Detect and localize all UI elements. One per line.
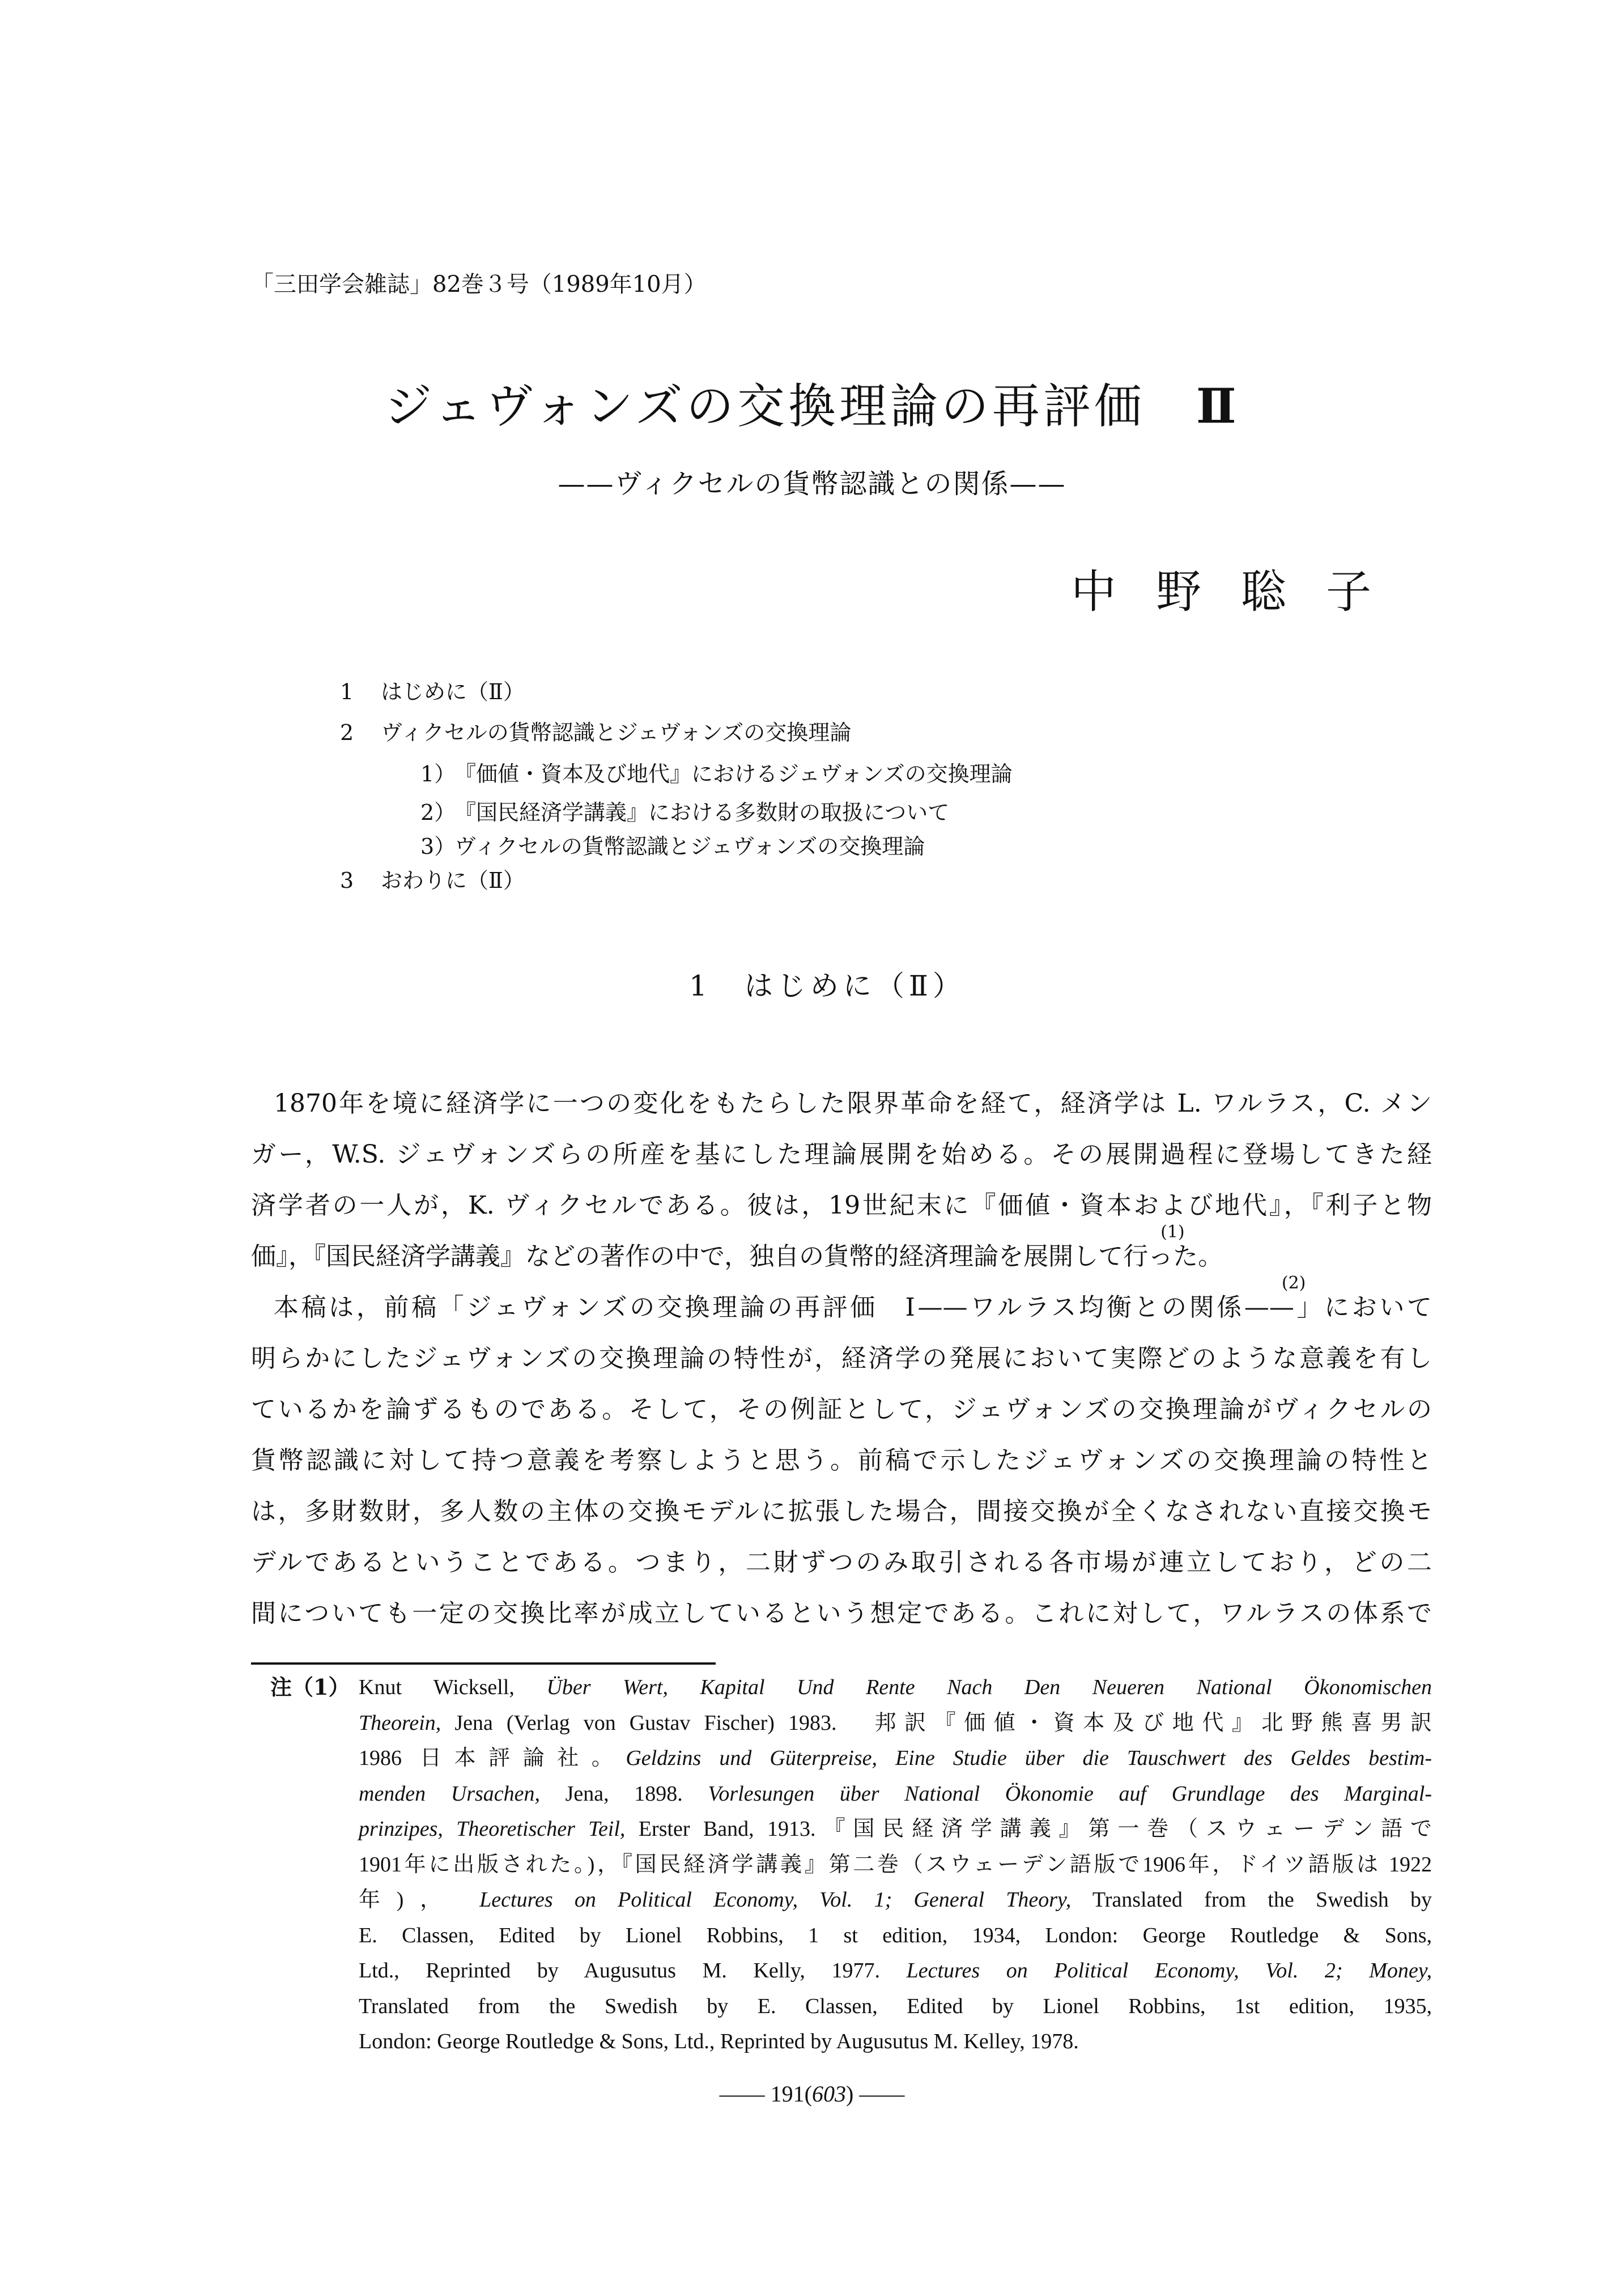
body-text-segment: デルであるということである。つまり，二財ずつのみ取引される各市場が連立しており，どの二 [251,1548,1432,1577]
body-text-segment: た。 [1173,1242,1223,1271]
footnote-segment: 年)， [359,1888,480,1912]
dash-left: —— [719,2081,765,2107]
body-line [251,1495,1432,1529]
toc-label: 『国民経済学講義』における多数財の取扱について [454,800,950,825]
footnote-segment: Vorlesungen über National Ökonomie auf Grundlage des Marginal- [708,1781,1432,1806]
toc-label: おわりに（Ⅱ） [381,868,525,893]
body-text-segment: 」において [1294,1293,1432,1322]
footnote-segment: Translated from the Swedish by E. Classen, Edited by Lionel Robbins, 1st edition, 1935, [359,1994,1432,2018]
body-text-segment: 明らかにしたジェヴォンズの交換理論の特性が，経済学の発展において実際どのような意義を有し [251,1344,1432,1373]
footnote-segment: 1986 日本評論社。 [359,1746,626,1770]
footnote-segment: E. Classen, Edited by Lionel Robbins, 1 st edition, 1934, London: George Routledge & Sons, [359,1923,1432,1947]
footnote-divider [251,1662,716,1665]
toc-item [340,715,851,746]
body-line [251,1597,1432,1631]
footnote-segment: menden Ursachen, [359,1781,541,1806]
footnote-line [359,1673,1432,1701]
footnote-label: 注（1） [270,1674,350,1700]
toc-label: ヴィクセルの貨幣認識とジェヴォンズの交換理論 [381,720,852,745]
body-line [274,1087,1432,1121]
toc-label: ヴィクセルの貨幣認識とジェヴォンズの交換理論 [454,834,925,859]
toc-label: 『価値・資本及び地代』におけるジェヴォンズの交換理論 [454,762,1013,786]
footnote-line [359,1780,1432,1808]
page-number: —— 191(603) —— [719,2081,905,2107]
toc-item [420,756,1013,788]
dash-right: —— [859,2081,905,2107]
footnote-segment: 1901年に出版された。)，『国民経済学講義』第二巻（スウェーデン語版で1906年，ドイツ語版は 1922 [359,1852,1432,1877]
page-total: 603 [812,2081,846,2107]
body-text-segment: 貨幣認識に対して持つ意義を考察しようと思う。前稿で示したジェヴォンズの交換理論の特性と [251,1446,1432,1475]
body-text-segment: 済学者の一人が，K. ヴィクセルである。彼は，19世紀末に『価値・資本および地代』，『利子と物 [251,1191,1432,1220]
footnote-segment: Theorein, [359,1711,441,1735]
footnote-line [359,2027,1432,2056]
footnote-line [359,1886,1432,1914]
footnote-line [359,1921,1432,1950]
toc-number: 2 [340,720,354,745]
footnote-line [359,1850,1432,1879]
body-line [251,1444,1432,1478]
body-text-segment: 価』，『国民経済学講義』などの著作の中で，独自の貨幣的経済理論を展開して行っ [251,1242,1174,1271]
body-text-segment: は，多財数財，多人数の主体の交換モデルに拡張した場合，間接交換が全くなされない直接交換モ [251,1497,1432,1526]
footnote-line [359,1709,1432,1737]
body-line [251,1393,1432,1427]
toc-number: 3 [340,868,354,893]
body-line [251,1138,1432,1172]
footnote-segment: Translated from the Swedish by [1071,1888,1432,1912]
footnote-segment: Über Wert, Kapital Und Rente Nach Den Neueren National Ökonomischen [546,1675,1432,1699]
toc-number: 2） [420,800,456,825]
title-text: ジェヴォンズの交換理論の再評価 [384,378,1145,434]
body-line [251,1342,1432,1376]
toc-number: 3） [420,834,456,859]
footnote-line [359,1744,1432,1772]
footnote-segment: Ltd., Reprinted by Augusutus M. Kelly, 1977. [359,1959,907,1983]
article-title [0,368,1624,437]
toc-label: はじめに（Ⅱ） [381,679,525,704]
toc-item [420,829,925,860]
title-numeral: Ⅱ [1196,378,1240,434]
toc-item [420,795,949,826]
article-subtitle: ——ヴィクセルの貨幣認識との関係—— [558,468,1066,500]
body-line: 価』，『国民経済学講義』などの著作の中で，独自の貨幣的経済理論を展開して行っ(1)た。 [251,1222,1223,1271]
body-text-segment: ているかを論ずるものである。そして，その例証として，ジェヴォンズの交換理論がヴィクセルの [251,1395,1432,1424]
body-line [251,1189,1432,1223]
footnote-segment: Erster Band, 1913.『国民経済学講義』第一巻（スウェーデン語で [625,1817,1432,1841]
footnote-segment: Lectures on Political Economy, Vol. 2; Money, [906,1959,1432,1983]
footnote-segment: prinzipes, Theoretischer Teil, [359,1817,626,1841]
footnote-segment: Geldzins und Güterpreise, Eine Studie über die Tauschwert des Geldes bestim- [626,1746,1432,1770]
journal-citation: 「三田学会雑誌」82巻３号（1989年10月） [251,271,707,297]
body-line: 本稿は，前稿「ジェヴォンズの交換理論の再評価 Ⅰ——ワルラス均衡との関係——(2)」において [274,1273,1432,1322]
toc-item [340,674,525,705]
toc-item [340,863,525,894]
body-text-segment: 1870年を境に経済学に一つの変化をもたらした限界革命を経て，経済学は L. ワルラス，C. メン [274,1089,1432,1118]
body-line [251,1546,1432,1580]
footnote-line [359,1992,1432,2020]
toc-number: 1 [340,679,354,704]
body-text-segment: 本稿は，前稿「ジェヴォンズの交換理論の再評価 Ⅰ——ワルラス均衡との関係—— [274,1293,1294,1322]
footnote-segment: Knut Wicksell, [359,1675,547,1699]
page-num: 191 [770,2081,805,2107]
footnote-line [359,1815,1432,1843]
footnote-segment: Jena, 1898. [540,1781,708,1806]
body-text-segment: 間についても一定の交換比率が成立しているという想定である。これに対して，ワルラスの体系で [251,1599,1432,1628]
footnote-segment: London: George Routledge & Sons, Ltd., Reprinted by Augusutus M. Kelley, 1978. [359,2030,1079,2053]
footnote-segment: Lectures on Political Economy, Vol. 1; General Theory, [479,1888,1072,1912]
author-name: 中野聡子 [1071,565,1411,618]
footnote-line [359,1956,1432,1985]
section-heading: 1 はじめに（Ⅱ） [689,969,966,1002]
footnote-segment: Jena (Verlag von Gustav Fischer) 1983. 邦訳『価値・資本及び地代』北野熊喜男訳 [441,1711,1432,1735]
toc-number: 1） [420,762,456,786]
body-text-segment: ガー，W.S. ジェヴォンズらの所産を基にした理論展開を始める。その展開過程に登場してきた経 [251,1140,1432,1169]
